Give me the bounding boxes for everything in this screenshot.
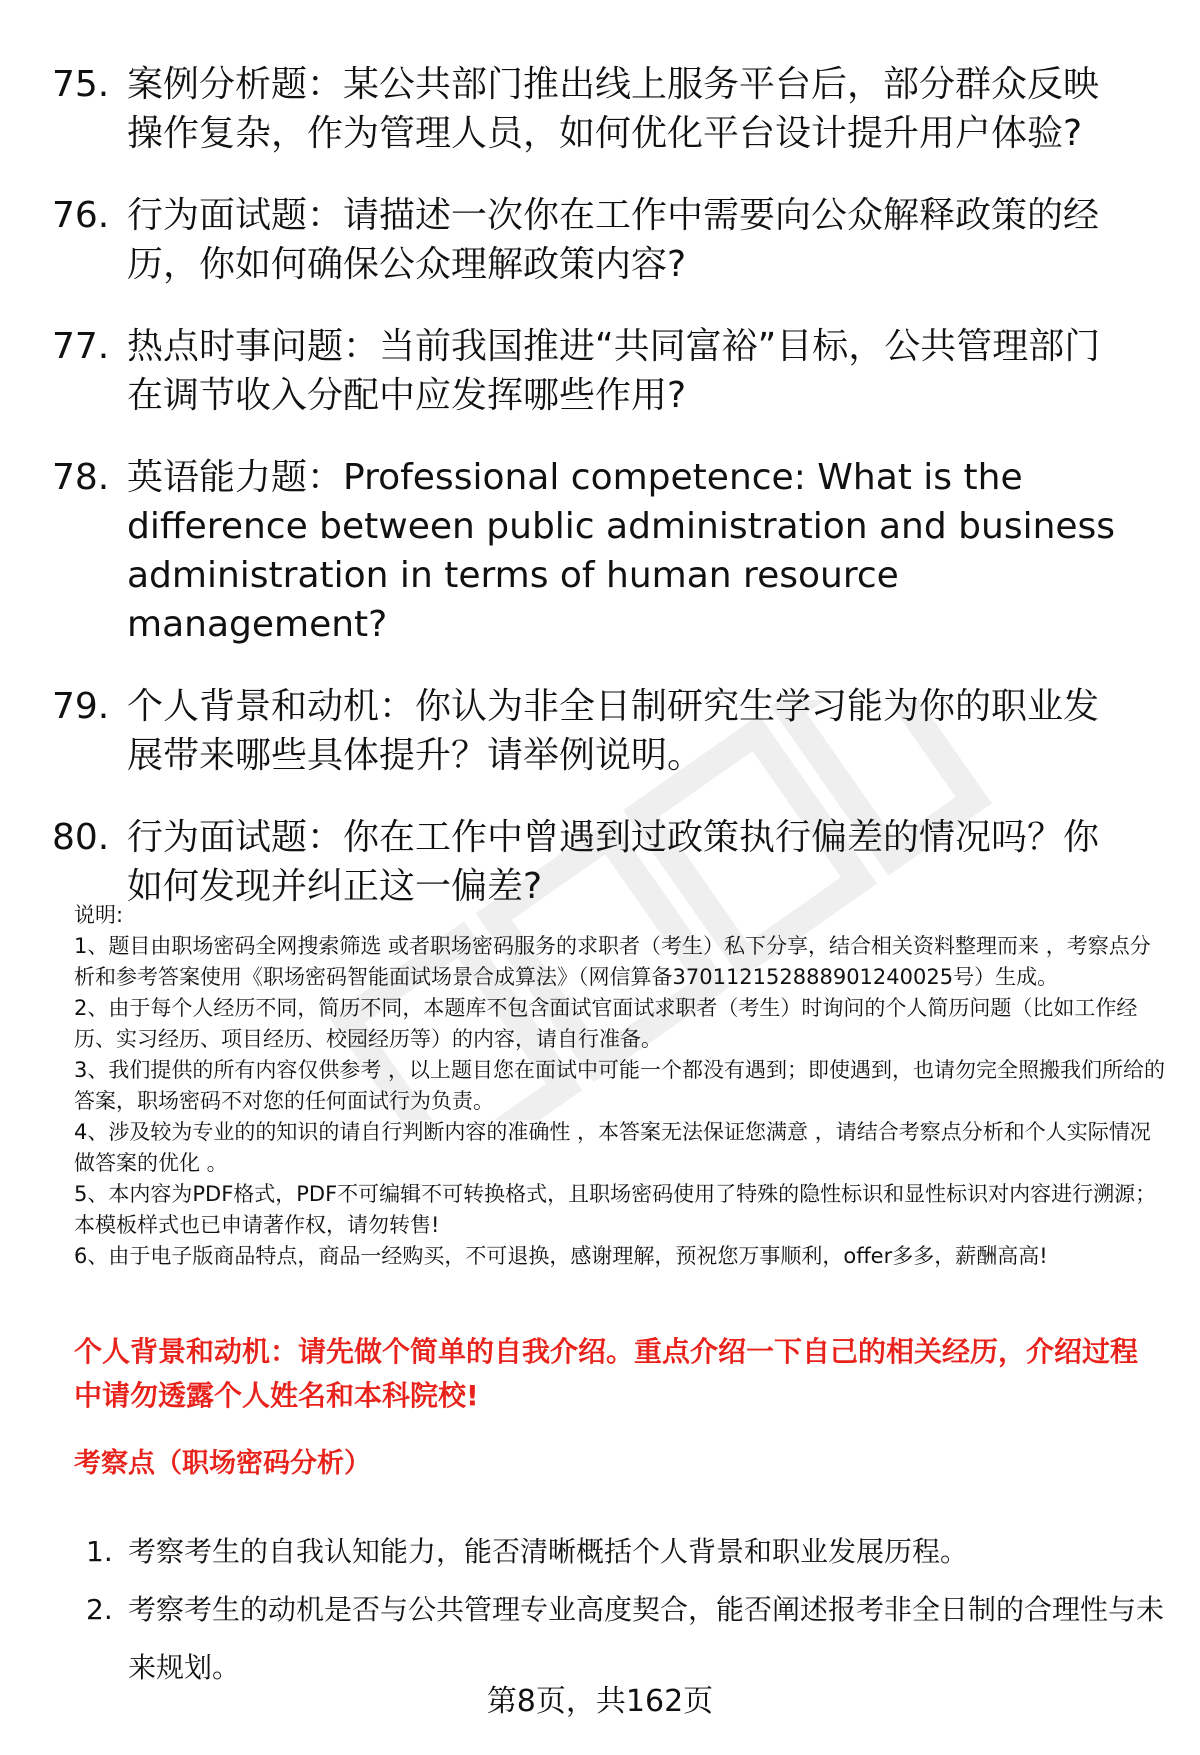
analysis-heading: 考察点（职场密码分析）	[74, 1448, 371, 1479]
point-text: 考察考生的自我认知能力，能否清晰概括个人背景和职业发展历程。	[128, 1535, 969, 1568]
question-number: 77.	[52, 326, 110, 367]
analysis-point	[86, 1523, 1166, 1581]
question-item	[52, 191, 1152, 289]
note-item: 6、由于电子版商品特点，商品一经购买，不可退换，感谢理解，预祝您万事顺利，offer多多，薪酬高高!	[74, 1244, 1048, 1268]
note-item: 1、题目由职场密码全网搜索筛选 或者职场密码服务的求职者（考生）私下分享，结合相关资料整理而来 ，考察点分析和参考答案使用《职场密码智能面试场景合成算法》（网信算备370112152888901240025号）生成。	[74, 934, 1151, 989]
note-item: 4、涉及较为专业的的知识的请自行判断内容的准确性 ，本答案无法保证您满意 ，请结合考察点分析和个人实际情况做答案的优化 。	[74, 1120, 1151, 1175]
question-item	[52, 60, 1152, 158]
question-text: 英语能力题：Professional competence: What is the difference between public administration and business administration in terms of human resource management?	[127, 457, 1116, 645]
question-list	[52, 60, 1152, 944]
question-text: 行为面试题：你在工作中曾遇到过政策执行偏差的情况吗？你如何发现并纠正这一偏差?	[127, 817, 1100, 907]
question-item	[52, 453, 1152, 649]
question-item	[52, 682, 1152, 780]
question-number: 79.	[52, 686, 110, 727]
page-footer: 第8页，共162页	[486, 1684, 714, 1719]
question-number: 76.	[52, 195, 110, 236]
notes-section	[74, 900, 1166, 1272]
point-text: 考察考生的动机是否与公共管理专业高度契合，能否阐述报考非全日制的合理性与未来规划。	[128, 1593, 1165, 1684]
question-number: 80.	[52, 817, 110, 858]
question-text: 案例分析题：某公共部门推出线上服务平台后，部分群众反映操作复杂，作为管理人员，如何优化平台设计提升用户体验?	[127, 64, 1100, 154]
question-number: 75.	[52, 64, 110, 105]
question-text: 热点时事问题：当前我国推进“共同富裕”目标，公共管理部门在调节收入分配中应发挥哪些作用?	[127, 326, 1101, 416]
note-item: 5、本内容为PDF格式，PDF不可编辑不可转换格式，且职场密码使用了特殊的隐性标识和显性标识对内容进行溯源；本模板样式也已申请著作权，请勿转售!	[74, 1182, 1157, 1237]
note-item: 3、我们提供的所有内容仅供参考 ，以上题目您在面试中可能一个都没有遇到；即使遇到，也请勿完全照搬我们所给的答案，职场密码不对您的任何面试行为负责。	[74, 1058, 1166, 1113]
note-item: 2、由于每个人经历不同，简历不同，本题库不包含面试官面试求职者（考生）时询问的个人简历问题（比如工作经历、实习经历、项目经历、校园经历等）的内容，请自行准备。	[74, 996, 1138, 1051]
analysis-point	[86, 1581, 1166, 1697]
question-number: 78.	[52, 457, 110, 498]
question-item	[52, 813, 1152, 911]
featured-question: 个人背景和动机：请先做个简单的自我介绍。重点介绍一下自己的相关经历，介绍过程中请勿透露个人姓名和本科院校!	[74, 1335, 1139, 1412]
point-number: 2.	[86, 1593, 113, 1626]
point-number: 1.	[86, 1535, 113, 1568]
notes-title: 说明:	[74, 903, 124, 927]
question-item	[52, 322, 1152, 420]
question-text: 个人背景和动机：你认为非全日制研究生学习能为你的职业发展带来哪些具体提升？请举例说明。	[127, 686, 1100, 776]
analysis-points	[86, 1523, 1166, 1697]
question-text: 行为面试题：请描述一次你在工作中需要向公众解释政策的经历，你如何确保公众理解政策内容?	[127, 195, 1100, 285]
